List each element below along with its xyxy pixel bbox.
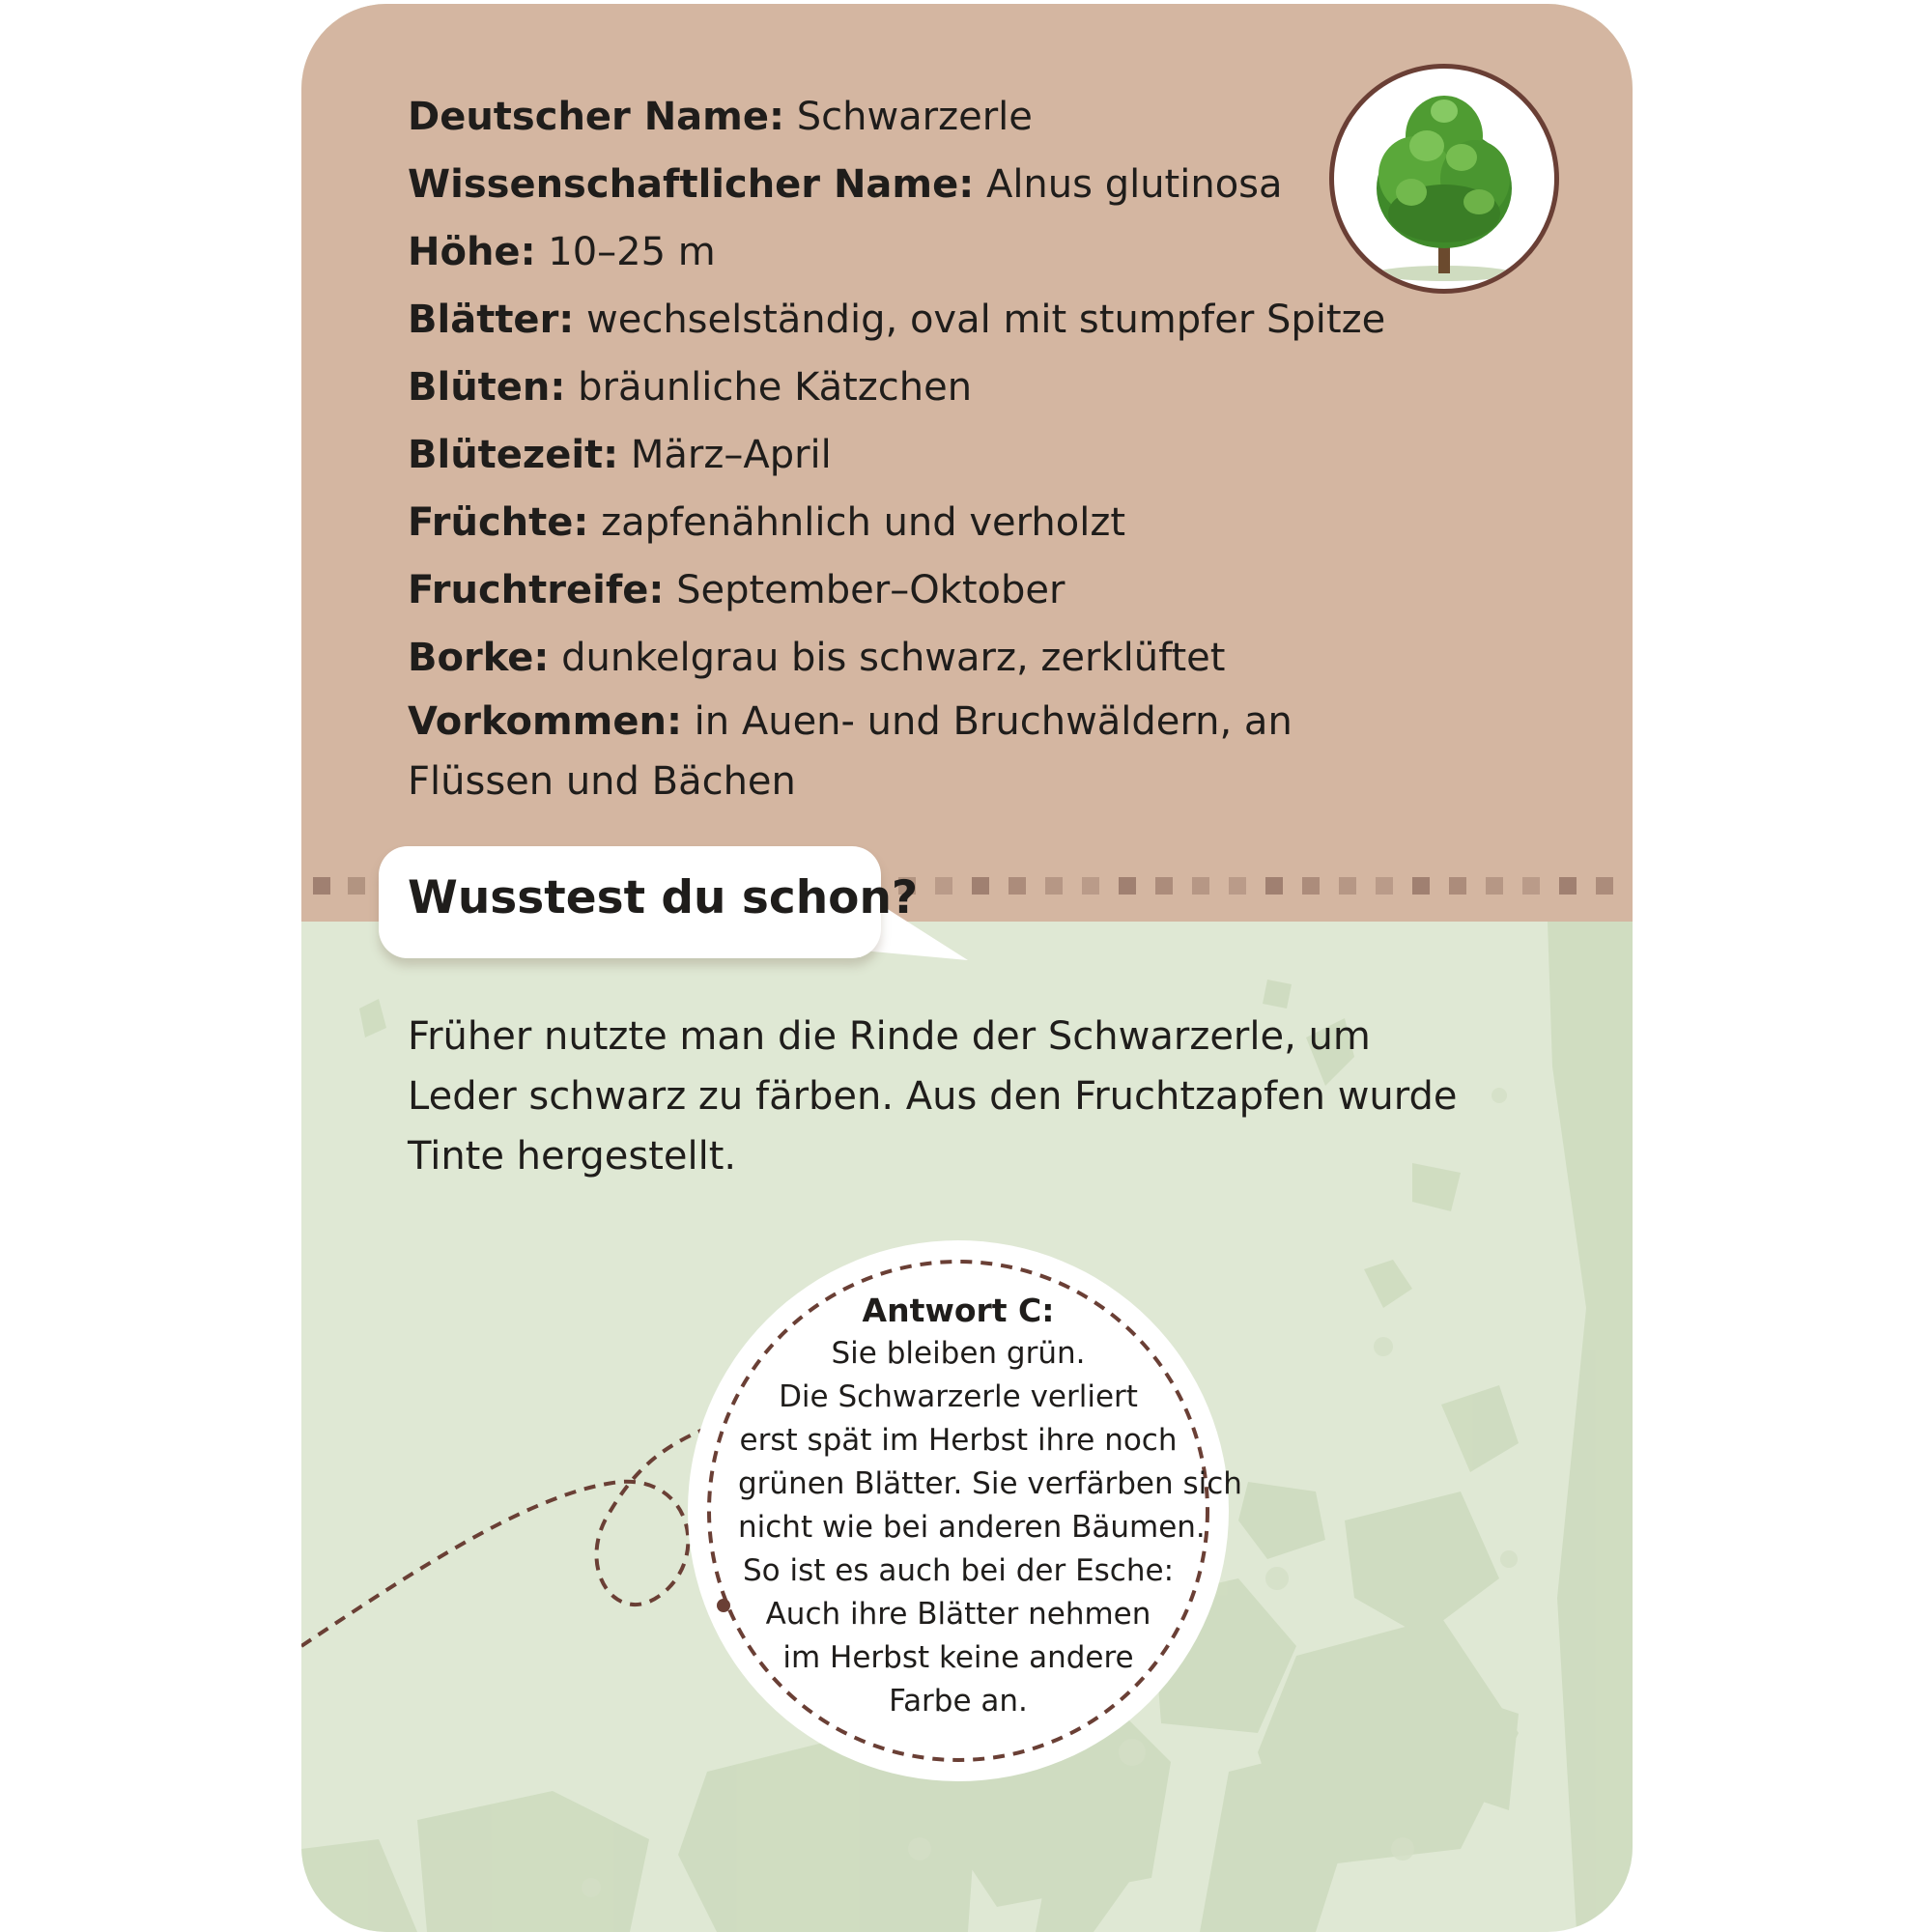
profile-value: 10–25 m [548,230,716,274]
answer-line: nicht wie bei anderen Bäumen. [738,1510,1206,1545]
pin-dot-icon [717,1599,730,1612]
profile-value: wechselständig, oval mit stumpfer Spitze [586,298,1386,342]
profile-value: Schwarzerle [796,95,1033,139]
species-card [301,4,1633,1932]
answer-line: erst spät im Herbst ihre noch [739,1423,1178,1458]
profile-label: Vorkommen: [408,699,682,744]
profile-label: Höhe: [408,230,536,274]
profile-label: Wissenschaftlicher Name: [408,162,975,207]
profile-value: bräunliche Kätzchen [578,365,973,410]
did-you-know-title: Wusstest du schon? [408,871,919,924]
profile-value: in Auen- und Bruchwäldern, an Flüssen und Bächen [408,699,1293,804]
profile-label: Früchte: [408,500,589,545]
answer-line: Farbe an. [889,1684,1028,1719]
profile-label: Fruchtreife: [408,568,665,612]
profile-label: Borke: [408,636,550,680]
answer-line: grünen Blätter. Sie verfärben sich [738,1466,1242,1501]
did-you-know-text: Früher nutzte man die Rinde der Schwarzerle, um Leder schwarz zu färben. Aus den Fruchtzapfen wurde Tinte hergestellt. [408,1014,1458,1179]
answer-title: Antwort C: [862,1292,1055,1329]
profile-value: dunkelgrau bis schwarz, zerklüftet [561,636,1226,680]
profile-label: Blätter: [408,298,575,342]
profile-value: September–Oktober [676,568,1065,612]
profile-value: März–April [630,433,832,477]
profile-value: Alnus glutinosa [985,162,1283,207]
profile-label: Deutscher Name: [408,95,784,139]
profile-label: Blütezeit: [408,433,619,477]
answer-line: Auch ihre Blätter nehmen [765,1597,1151,1632]
answer-line: Die Schwarzerle verliert [779,1379,1138,1414]
answer-line: Sie bleiben grün. [831,1336,1086,1371]
answer-line: So ist es auch bei der Esche: [742,1553,1175,1588]
profile-value: zapfenähnlich und verholzt [601,500,1126,545]
profile-label: Blüten: [408,365,566,410]
answer-line: im Herbst keine andere [782,1640,1134,1675]
answer-text [738,1289,1242,1723]
